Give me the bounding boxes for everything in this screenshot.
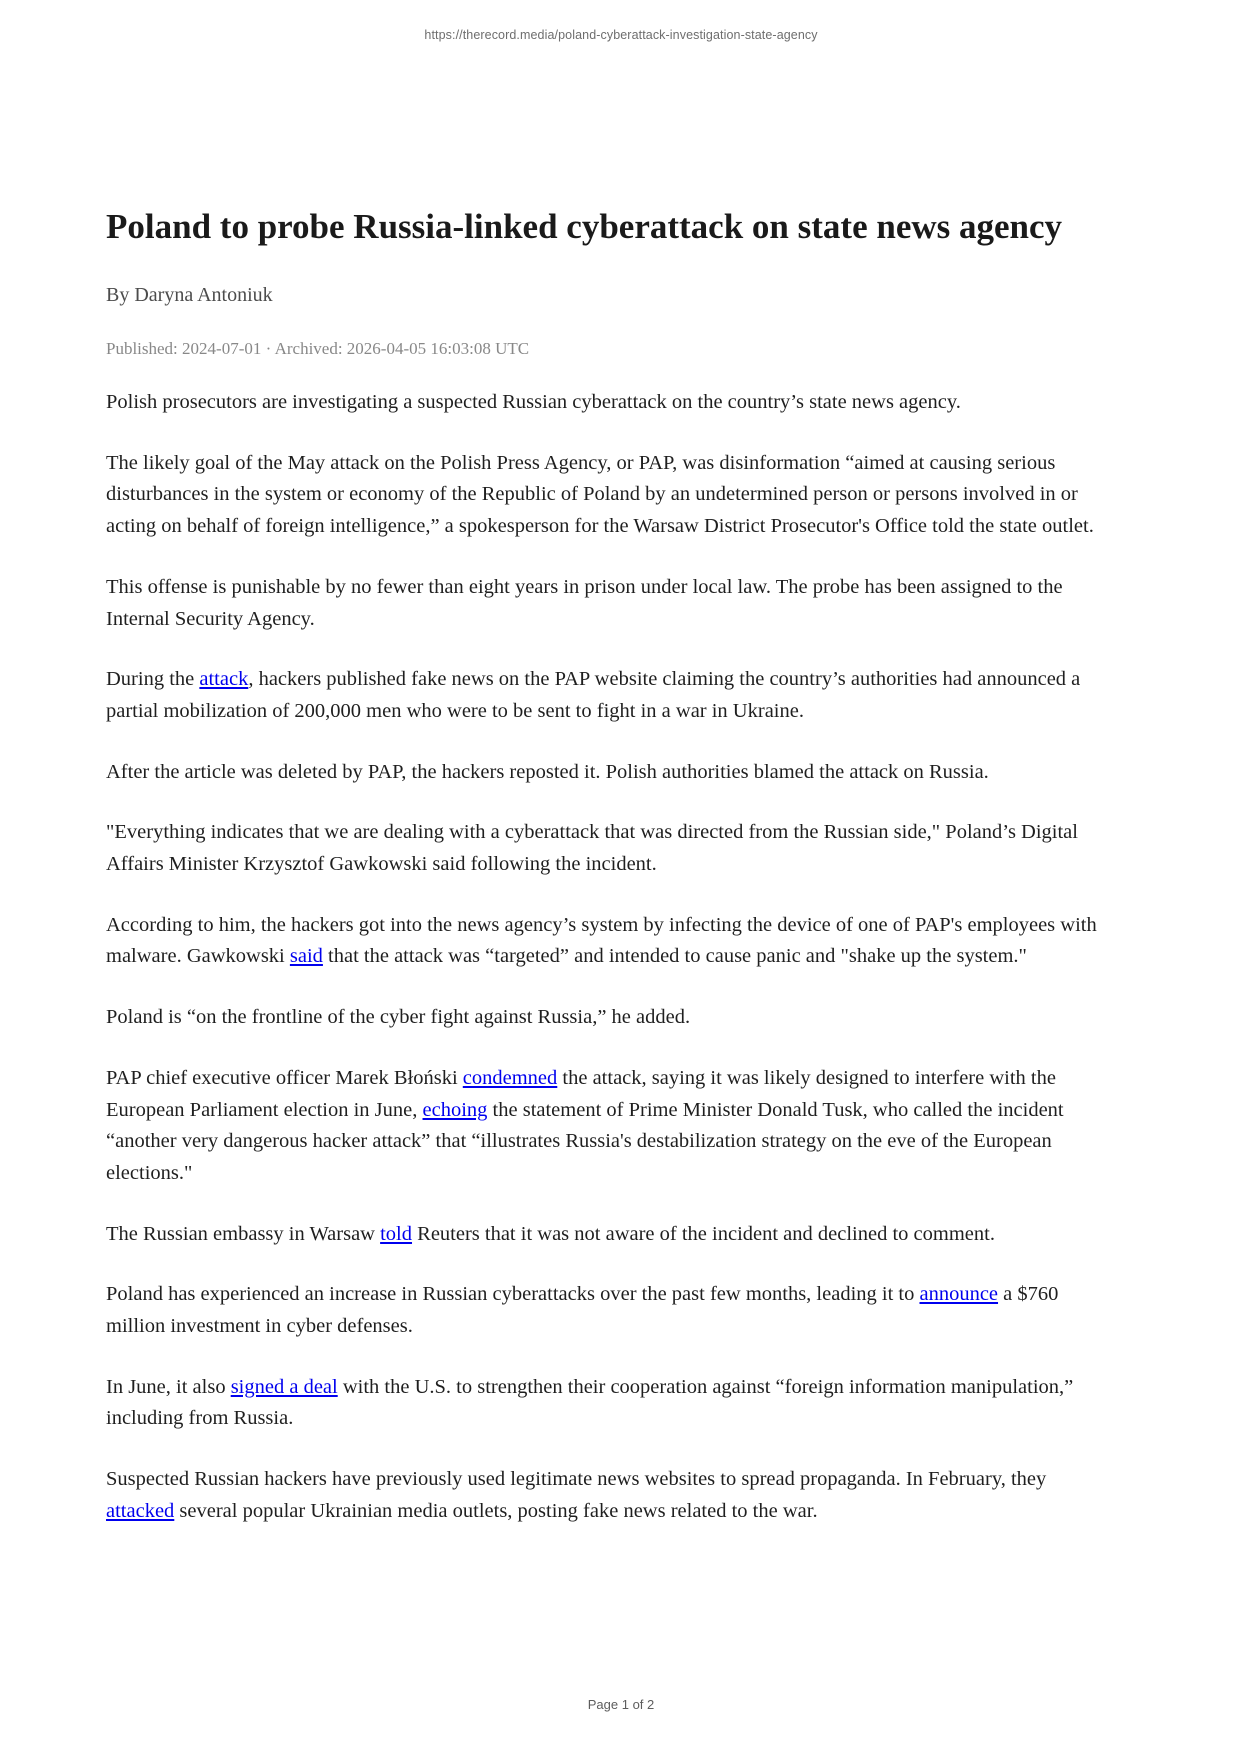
paragraph: The Russian embassy in Warsaw told Reuters that it was not aware of the incident and declined to comment. — [106, 1222, 995, 1245]
article — [106, 205, 1114, 1557]
paragraph: Suspected Russian hackers have previously used legitimate news websites to spread propaganda. In February, they attacked several popular Ukrainian media outlets, posting fake news related to the war. — [106, 1468, 1047, 1522]
inline-link[interactable]: signed a deal — [230, 1375, 338, 1398]
inline-link[interactable]: said — [289, 945, 323, 968]
print-header — [0, 28, 1242, 42]
inline-link[interactable]: condemned — [462, 1066, 558, 1089]
page-number: Page 1 of 2 — [587, 1697, 655, 1712]
paragraph: Polish prosecutors are investigating a suspected Russian cyberattack on the country’s state news agency. — [106, 391, 961, 413]
paragraph: According to him, the hackers got into the news agency’s system by infecting the device of one of PAP's employees with malware. Gawkowski said that the attack was “targeted” and intended to cause panic and "shake up the system." — [106, 913, 1097, 968]
print-footer — [0, 1697, 1242, 1712]
published-archived-line: Published: 2024-07-01 · Archived: 2026-04-05 16:03:08 UTC — [106, 339, 530, 358]
article-title: Poland to probe Russia-linked cyberattack on state news agency — [106, 207, 1063, 246]
paragraph: During the attack, hackers published fake news on the PAP website claiming the country’s authorities had announced a partial mobilization of 200,000 men who were to be sent to fight in a war in Ukraine. — [106, 668, 1081, 722]
paragraph: Poland has experienced an increase in Russian cyberattacks over the past few months, leading it to announce a $760 million investment in cyber defenses. — [106, 1283, 1059, 1338]
paragraph: PAP chief executive officer Marek Błoński condemned the attack, saying it was likely designed to interfere with the European Parliament election in June, echoing the statement of Prime Minister Donald Tusk, who called the incident “another very dangerous hacker attack” that “illustrates Russia's destabilization strategy on the eve of the European elections." — [106, 1066, 1064, 1184]
inline-link[interactable]: attack — [199, 668, 249, 691]
paragraph: Poland is “on the frontline of the cyber fight against Russia,” he added. — [106, 1006, 691, 1029]
paragraph: In June, it also signed a deal with the U.S. to strengthen their cooperation against “foreign information manipulation,” including from Russia. — [106, 1375, 1074, 1430]
paragraph: The likely goal of the May attack on the Polish Press Agency, or PAP, was disinformation “aimed at causing serious disturbances in the system or economy of the Republic of Poland by an undetermined person or persons involved in or acting on behalf of foreign intelligence,” a spokesperson for the Warsaw District Prosecutor's Office told the state outlet. — [106, 451, 1094, 538]
inline-link[interactable]: announce — [919, 1283, 999, 1306]
article-byline: By Daryna Antoniuk — [106, 284, 273, 306]
inline-link[interactable]: echoing — [422, 1098, 488, 1121]
paragraph: After the article was deleted by PAP, the hackers reposted it. Polish authorities blamed the attack on Russia. — [106, 760, 989, 783]
paragraph: This offense is punishable by no fewer than eight years in prison under local law. The probe has been assigned to the Internal Security Agency. — [106, 575, 1063, 630]
inline-link[interactable]: attacked — [106, 1499, 175, 1522]
paragraph: "Everything indicates that we are dealing with a cyberattack that was directed from the Russian side," Poland’s Digital Affairs Minister Krzysztof Gawkowski said following the incident. — [106, 821, 1078, 876]
article-body — [106, 387, 1114, 1528]
source-url: https://therecord.media/poland-cyberattack-investigation-state-agency — [424, 28, 818, 42]
inline-link[interactable]: told — [380, 1222, 413, 1245]
